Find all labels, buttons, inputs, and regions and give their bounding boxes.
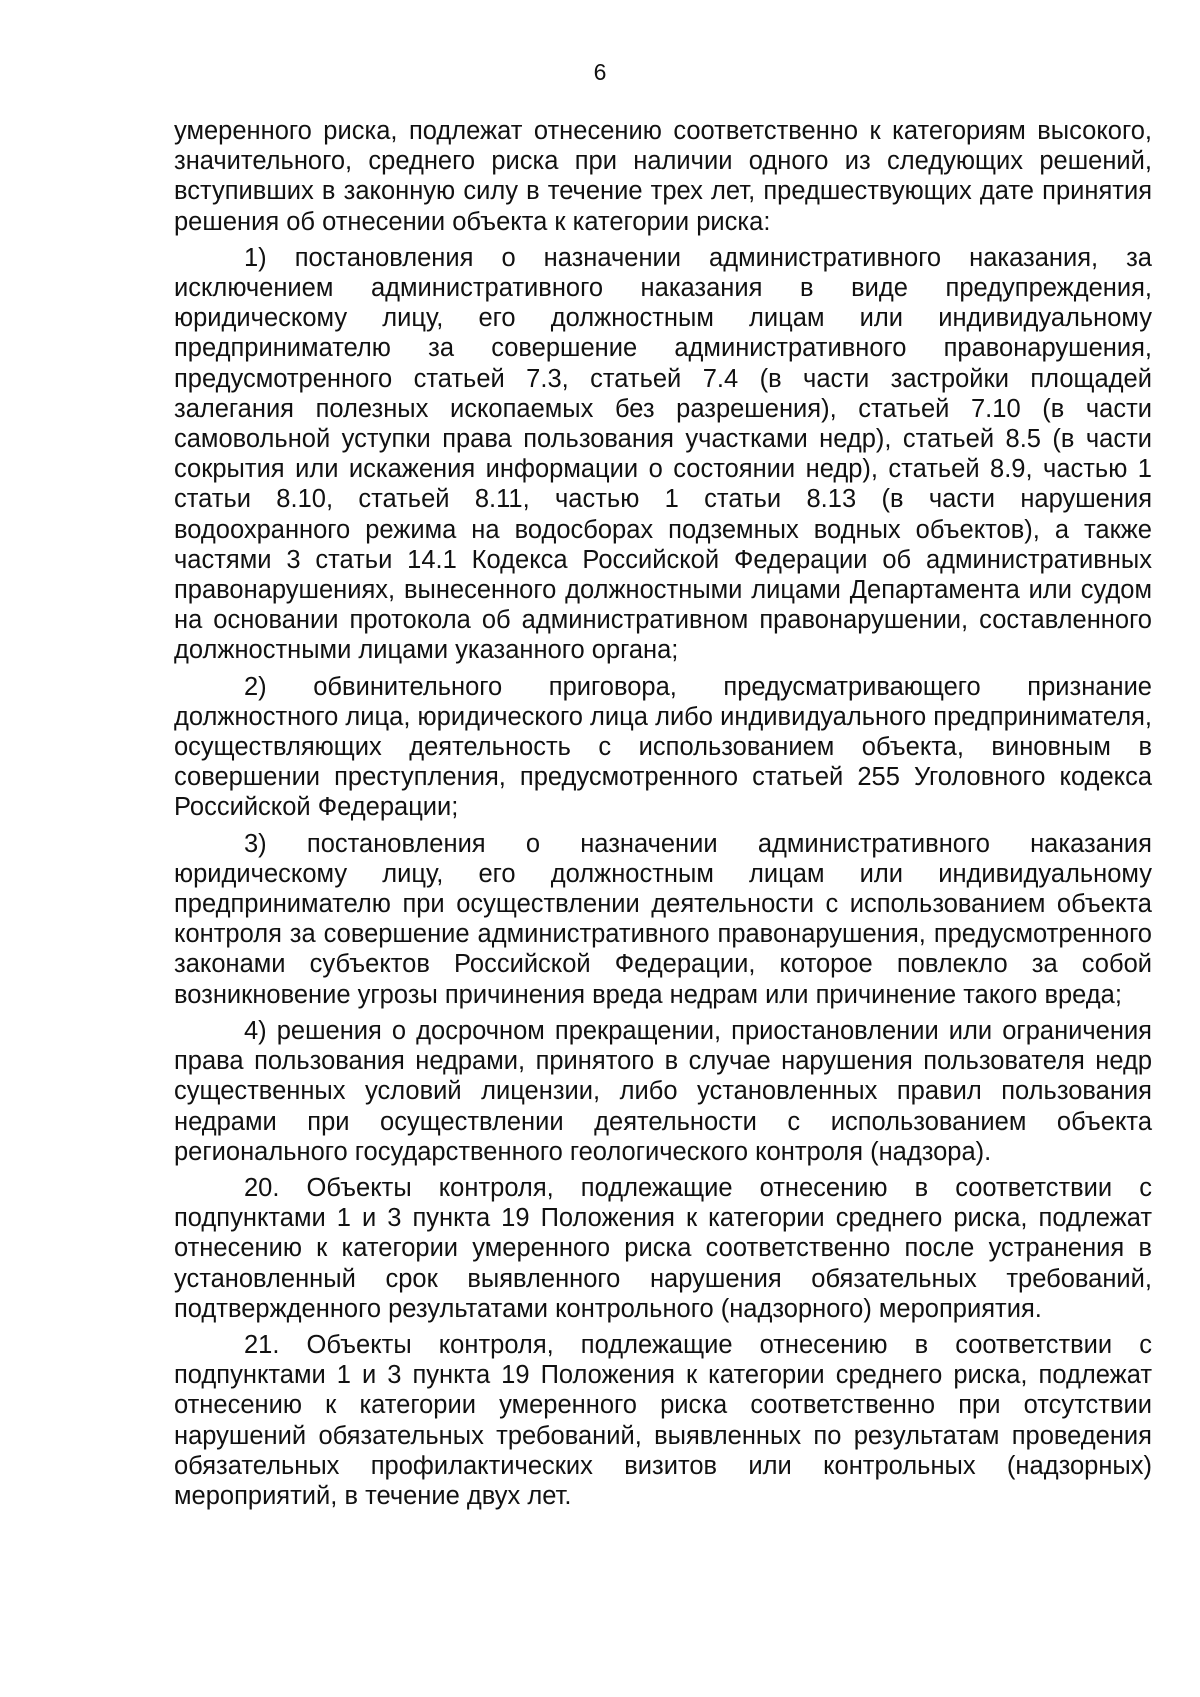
page-number: 6: [593, 59, 607, 85]
paragraph-item-1: 1) постановления о назначении административного наказания, за исключением административного наказания в виде предупреждения, юридическому лицу, его должностным лицам или индивидуальному предпринимателю за совершение административного правонарушения, предусмотренного статьей 7.3, статьей 7.4 (в части застройки площадей залегания полезных ископаемых без разрешения), статьей 7.10 (в части самовольной уступки права пользования участками недр), статьей 8.5 (в части сокрытия или искажения информации о состоянии недр), статьей 8.9, частью 1 статьи 8.10, статьей 8.11, частью 1 статьи 8.13 (в части нарушения водоохранного режима на водосборах подземных водных объектов), а также частями 3 статьи 14.1 Кодекса Российской Федерации об административных правонарушениях, вынесенного должностными лицами Департамента или судом на основании протокола об административном правонарушении, составленного должностными лицами указанного органа;: [174, 243, 1152, 665]
document-body: [174, 116, 1152, 1517]
paragraph-clause-21: 21. Объекты контроля, подлежащие отнесению в соответствии с подпунктами 1 и 3 пункта 19 Положения к категории среднего риска, подлежат отнесению к категории умеренного риска соответственно при отсутствии нарушений обязательных требований, выявленных по результатам проведения обязательных профилактических визитов или контрольных (надзорных) мероприятий, в течение двух лет.: [174, 1330, 1152, 1510]
paragraph-continuation: умеренного риска, подлежат отнесению соответственно к категориям высокого, значительного, среднего риска при наличии одного из следующих решений, вступивших в законную силу в течение трех лет, предшествующих дате принятия решения об отнесении объекта к категории риска:: [174, 117, 1152, 236]
paragraph-clause-20: 20. Объекты контроля, подлежащие отнесению в соответствии с подпунктами 1 и 3 пункта 19 Положения к категории среднего риска, подлежат отнесению к категории умеренного риска соответственно после устранения в установленный срок выявленного нарушения обязательных требований, подтвержденного результатами контрольного (надзорного) мероприятия.: [174, 1173, 1152, 1323]
paragraph-item-3: 3) постановления о назначении административного наказания юридическому лицу, его должностным лицам или индивидуальному предпринимателю при осуществлении деятельности с использованием объекта контроля за совершение административного правонарушения, предусмотренного законами субъектов Российской Федерации, которое повлекло за собой возникновение угрозы причинения вреда недрам или причинение такого вреда;: [174, 829, 1152, 1009]
paragraph-item-4: 4) решения о досрочном прекращении, приостановлении или ограничения права пользования недрами, принятого в случае нарушения пользователя недр существенных условий лицензии, либо установленных правил пользования недрами при осуществлении деятельности с использованием объекта регионального государственного геологического контроля (надзора).: [174, 1016, 1152, 1166]
paragraph-item-2: 2) обвинительного приговора, предусматривающего признание должностного лица, юридического лица либо индивидуального предпринимателя, осуществляющих деятельность с использованием объекта, виновным в совершении преступления, предусмотренного статьей 255 Уголовного кодекса Российской Федерации;: [174, 672, 1152, 822]
